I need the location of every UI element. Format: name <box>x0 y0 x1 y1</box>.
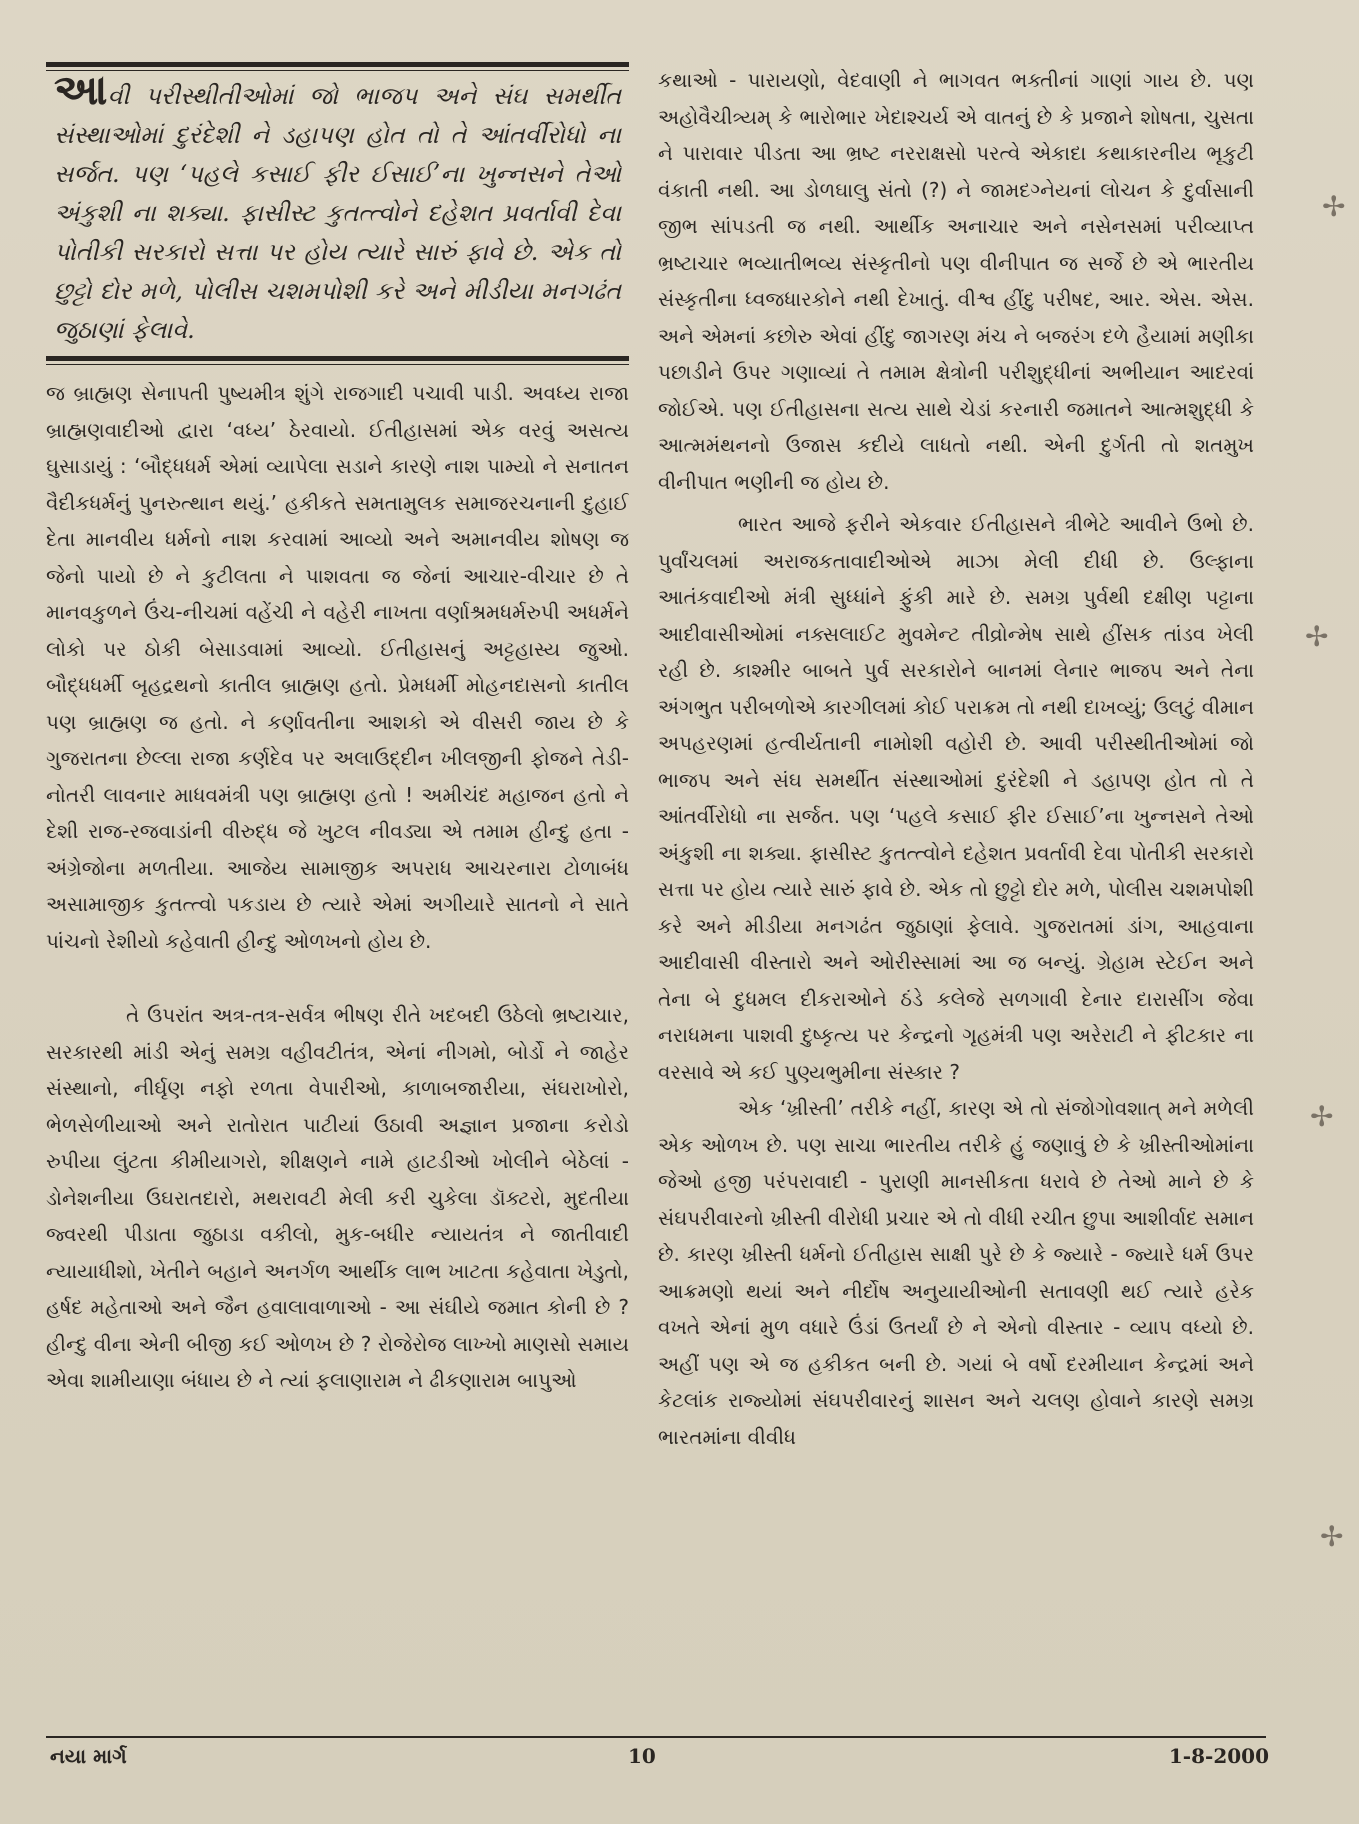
pull-quote-top-rule <box>46 62 629 67</box>
paper-speck: ✢ <box>1310 1100 1334 1133</box>
paper-speck: ✢ <box>1322 190 1346 223</box>
pull-quote-bottom-rule-thin <box>46 364 629 365</box>
page-number: 10 <box>628 1744 656 1768</box>
pull-quote-bottom-rule <box>46 356 629 361</box>
body-paragraph: જ બ્રાહ્મણ સેનાપતી પુષ્યમીત્ર શુંગે રાજગાદી પચાવી પાડી. અવધ્ય રાજા બ્રાહ્મણવાદીઓ દ્વારા ‘વધ્ય’ ઠેરવાયો. ઈતીહાસમાં એક વરવું અસત્ય ઘુસાડાયું : ‘બૌદ્ધધર્મ એમાં વ્યાપેલા સડાને કારણે નાશ પામ્યો ને સનાતન વૈદીકધર્મનું પુનરુત્થાન થયું.’ હકીકતે સમતામુલક સમાજરચનાની દુહાઈ દેતા માનવીય ધર્મનો નાશ કરવામાં આવ્યો અને અમાનવીય શોષણ જ જેનો પાયો છે ને કુટીલતા ને પાશવતા જ જેનાં આચાર-વીચાર છે તે માનવકુળને ઉંચ-નીચમાં વહેંચી ને વહેરી નાખતા વર્ણાશ્રમધર્મરુપી અધર્મને લોકો પર ઠોકી બેસાડવામાં આવ્યો. ઈતીહાસનું અટ્ટહાસ્ય જુઓ. બૌદ્ધધર્મી બૃહદ્રથનો કાતીલ બ્રાહ્મણ હતો. પ્રેમધર્મી મોહનદાસનો કાતીલ પણ બ્રાહ્મણ જ હતો. ને કર્ણાવતીના આશકો એ વીસરી જાય છે કે ગુજરાતના છેલ્લા રાજા કર્ણદેવ પર અલાઉદ્દીન ખીલજીની ફોજને તેડી-નોતરી લાવનાર માધવમંત્રી પણ બ્રાહ્મણ હતો ! અમીચંદ મહાજન હતો ને દેશી રાજ-રજવાડાંની વીરુદ્ધ જે ખુટલ નીવડ્યા એ તમામ હીન્દુ હતા - અંગ્રેજોના મળતીયા. આજેય સામાજીક અપરાધ આચરનારા ટોળાબંધ અસામાજીક કુતત્ત્વો પકડાય છે ત્યારે એમાં અગીયારે સાતનો ને સાતે પાંચનો રેશીયો કહેવાતી હીન્દુ ઓળખનો હોય છે. <box>46 381 629 953</box>
footer-rule <box>46 1736 1266 1738</box>
body-paragraph: તે ઉપરાંત અત્ર-તત્ર-સર્વત્ર ભીષણ રીતે ખદબદી ઉઠેલો ભ્રષ્ટાચાર, સરકારથી માંડી એનું સમગ્ર વહીવટીતંત્ર, એનાં નીગમો, બોર્ડો ને જાહેર સંસ્થાનો, નીર્ઘૃણ નફો રળતા વેપારીઓ, કાળાબજારીયા, સંઘરાખોરો, ભેળસેળીયાઓ અને રાતોરાત પાટીયાં ઉઠાવી અજ્ઞાન પ્રજાના કરોડો રુપીયા લુંટતા કીમીયાગરો, શીક્ષણને નામે હાટડીઓ ખોલીને બેઠેલાં - ડોનેશનીયા ઉઘરાતદારો, મથરાવટી મેલી કરી ચુકેલા ડૉક્ટરો, મુદતીયા જ્વરથી પીડાતા જુઠાડા વકીલો, મુક-બધીર ન્યાયતંત્ર ને જાતીવાદી ન્યાયાધીશો, ખેતીને બહાને અનર્ગળ આર્થીક લાભ ખાટતા કહેવાતા ખેડુતો, હર્ષદ મહેતાઓ અને જૈન હવાલાવાળાઓ - આ સંઘીયે જમાત કોની છે ? હીન્દુ વીના એની બીજી કઈ ઓળખ છે ? રોજેરોજ લાખ્ખો માણસો સમાય એવા શામીયાણા બંધાય છે ને ત્યાં ફલાણારામ ને ઢીકણારામ બાપુઓ <box>46 1003 629 1392</box>
issue-date: 1-8-2000 <box>1168 1744 1269 1768</box>
left-column <box>46 62 629 1399</box>
paper-speck: ✢ <box>1305 620 1329 653</box>
drop-cap: આ <box>54 65 108 114</box>
pull-quote <box>46 65 629 356</box>
right-column <box>658 62 1254 1455</box>
pull-quote-text: વી પરીસ્થીતીઓમાં જો ભાજપ અને સંઘ સમર્થીત સંસ્થાઓમાં દુરંદેશી ને ડહાપણ હોત તો તે આંતર્વીરોધો ના સર્જત. પણ ‘પહલે કસાઈ ફીર ઈસાઈ’ના ખુન્નસને તેઓ અંકુશી ના શક્યા. ફાસીસ્ટ કુતત્ત્વોને દહેશત પ્રવર્તાવી દેવા પોતીકી સરકારો સત્તા પર હોય ત્યારે સારું ફાવે છે. એક તો છુટ્ટો દોર મળે, પોલીસ ચશમપોશી કરે અને મીડીયા મનગઢંત જુઠાણાં ફેલાવે. <box>54 82 621 344</box>
paper-speck: ✢ <box>1320 1520 1344 1553</box>
body-paragraph: ભારત આજે ફરીને એકવાર ઈતીહાસને ત્રીભેટે આવીને ઉભો છે. પુર્વાંચલમાં અરાજકતાવાદીઓએ માઝા મેલી દીધી છે. ઉલ્ફાના આતંકવાદીઓ મંત્રી સુધ્ધાંને ફુંકી મારે છે. સમગ્ર પુર્વથી દક્ષીણ પટ્ટાના આદીવાસીઓમાં નક્સલાઈટ મુવમેન્ટ તીવ્રોન્મેષ સાથે હીંસક તાંડવ ખેલી રહી છે. કાશ્મીર બાબતે પુર્વ સરકારોને બાનમાં લેનાર ભાજપ અને તેના અંગભુત પરીબળોએ કારગીલમાં કોઈ પરાક્રમ તો નથી દાખવ્યું; ઉલટું વીમાન અપહરણમાં હત્વીર્યતાની નામોશી વહોરી છે. આવી પરીસ્થીતીઓમાં જો ભાજપ અને સંઘ સમર્થીત સંસ્થાઓમાં દુરંદેશી ને ડહાપણ હોત તો તે આંતર્વીરોધો ના સર્જત. પણ ‘પહલે કસાઈ ફીર ઈસાઈ’ના ખુન્નસને તેઓ અંકુશી ના શક્યા. ફાસીસ્ટ કુતત્ત્વોને દહેશત પ્રવર્તાવી દેવા પોતીકી સરકારો સત્તા પર હોય ત્યારે સારું ફાવે છે. એક તો છુટ્ટો દોર મળે, પોલીસ ચશમપોશી કરે અને મીડીયા મનગઢંત જુઠાણાં ફેલાવે. ગુજરાતમાં ડાંગ, આહવાના આદીવાસી વીસ્તારો અને ઓરીસ્સામાં આ જ બન્યું. ગ્રેહામ સ્ટેઈન અને તેના બે દુધમલ દીકરાઓને ઠંડે કલેજે સળગાવી દેનાર દારાસીંગ જેવા નરાધમના પાશવી દુષ્કૃત્ય પર કેન્દ્રનો ગૃહમંત્રી પણ અરેરાટી ને ફીટકાર ના વરસાવે એ કઈ પુણ્યભુમીના સંસ્કાર ? <box>658 512 1254 1084</box>
body-paragraph: એક ‘ખ્રીસ્તી’ તરીકે નહીં, કારણ એ તો સંજોગોવશાત્ મને મળેલી એક ઓળખ છે. પણ સાચા ભારતીય તરીકે હું જણાવું છે કે ખ્રીસ્તીઓમાંના જેઓ હજી પરંપરાવાદી - પુરાણી માનસીકતા ધરાવે છે તેઓ માને છે કે સંઘપરીવારનો ખ્રીસ્તી વીરોધી પ્રચાર એ તો વીધી રચીત છુપા આશીર્વાદ સમાન છે. કારણ ખ્રીસ્તી ધર્મનો ઈતીહાસ સાક્ષી પુરે છે કે જ્યારે - જ્યારે ધર્મ ઉપર આક્રમણો થયાં અને નીર્દોષ અનુયાયીઓની સતાવણી થઈ ત્યારે હરેક વખતે એનાં મુળ વધારે ઉંડાં ઉતર્યાં છે ને એનો વીસ્તાર - વ્યાપ વધ્યો છે. અહીં પણ એ જ હકીકત બની છે. ગયાં બે વર્ષો દરમીયાન કેન્દ્રમાં અને કેટલાંક રાજ્યોમાં સંઘપરીવારનું શાસન અને ચલણ હોવાને કારણે સમગ્ર ભારતમાંના વીવીધ <box>658 1096 1254 1449</box>
body-paragraph: કથાઓ - પારાયણો, વેદવાણી ને ભાગવત ભક્તીનાં ગાણાં ગાય છે. પણ અહોવૈચીત્ર્યમ્ કે ભારોભાર ખેદાશ્ચર્ય એ વાતનું છે કે પ્રજાને શોષતા, ચુસતા ને પારાવાર પીડતા આ ભ્રષ્ટ નરરાક્ષસો પરત્વે એકાદા કથાકારનીય ભૃકુટી વંકાતી નથી. આ ડોળઘાલુ સંતો (?) ને જામદગ્નેયનાં લોચન કે દુર્વાસાની જીભ સાંપડતી જ નથી. આર્થીક અનાચાર અને નસેનસમાં પરીવ્યાપ્ત ભ્રષ્ટાચાર ભવ્યાતીભવ્ય સંસ્કૃતીનો પણ વીનીપાત જ સર્જે છે એ ભારતીય સંસ્કૃતીના ધ્વજધારકોને નથી દેખાતું. વીશ્વ હીંદુ પરીષદ, આર. એસ. એસ. અને એમનાં કછોરુ એવાં હીંદુ જાગરણ મંચ ને બજરંગ દળે હૈયામાં મણીકા પછાડીને ઉપર ગણાવ્યાં તે તમામ ક્ષેત્રોની પરીશુદ્ધીનાં અભીયાન આદરવાં જોઈએ. પણ ઈતીહાસના સત્ય સાથે ચેડાં કરનારી જમાતને આત્મશુદ્ધી કે આત્મમંથનનો ઉજાસ કદીયે લાધતો નથી. એની દુર્ગતી તો શતમુખ વીનીપાત ભણીની જ હોય છે. <box>658 68 1254 494</box>
publication-name: નયા માર્ગ <box>50 1744 127 1768</box>
